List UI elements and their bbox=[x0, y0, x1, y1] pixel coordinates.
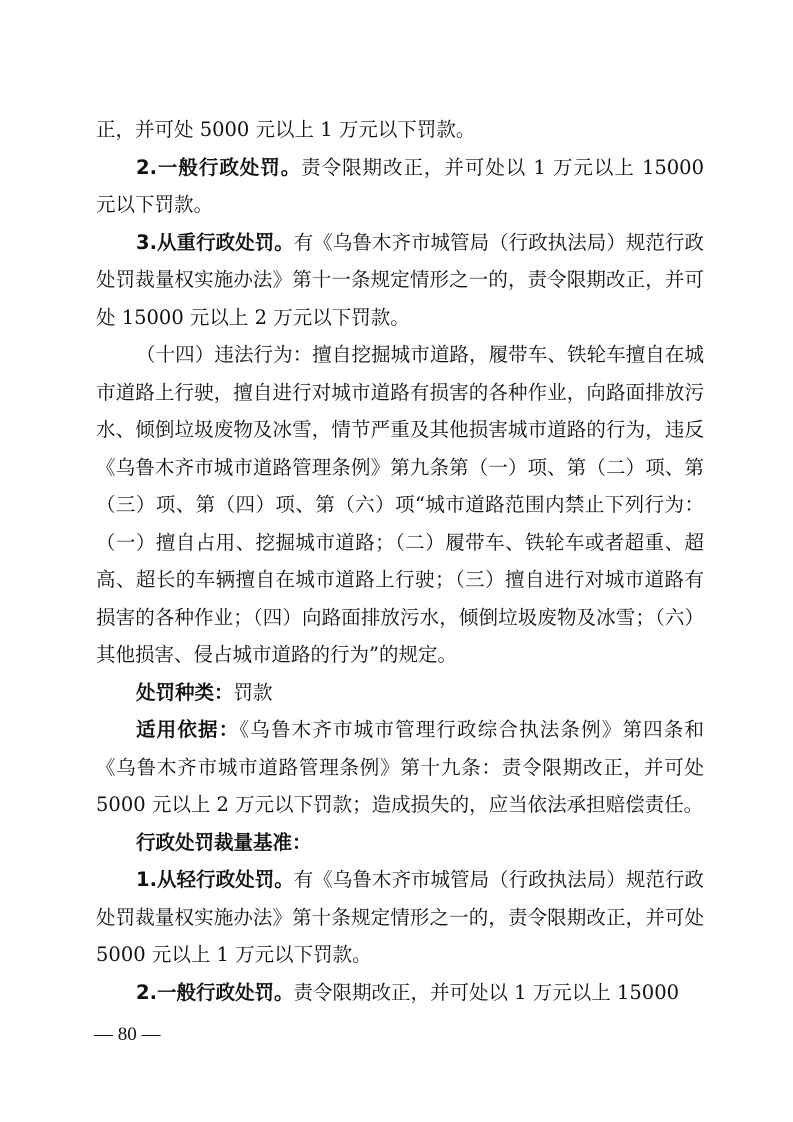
paragraph-5 bbox=[96, 674, 704, 712]
paragraph-lead: 行政处罚裁量基准： bbox=[136, 830, 312, 854]
paragraph-text: 罚款 bbox=[233, 680, 273, 704]
paragraph-lead: 3.从重行政处罚。 bbox=[136, 230, 294, 254]
paragraph-text: 《乌鲁木齐市城市管理行政综合执法条例》第四条和《乌鲁木齐市城市道路管理条例》第十九条：责令限期改正，并可处 5000 元以上 2 万元以下罚款；造成损失的，应当依法承担赔偿责任。 bbox=[96, 718, 704, 816]
paragraph-lead: 2.一般行政处罚。 bbox=[136, 980, 294, 1004]
paragraph-text: 正，并可处 5000 元以上 1 万元以下罚款。 bbox=[96, 118, 476, 141]
paragraph-9 bbox=[96, 974, 704, 1012]
paragraph-3 bbox=[96, 224, 704, 337]
paragraph-4 bbox=[96, 336, 704, 674]
paragraph-8 bbox=[96, 861, 704, 974]
document-body bbox=[96, 111, 704, 1011]
paragraph-1 bbox=[96, 111, 704, 149]
paragraph-text: 责令限期改正，并可处以 1 万元以上 15000 元以下罚款。 bbox=[96, 155, 704, 216]
paragraph-7 bbox=[96, 824, 704, 862]
paragraph-text: （十四）违法行为：擅自挖掘城市道路，履带车、铁轮车擅自在城市道路上行驶，擅自进行对城市道路有损害的各种作业，向路面排放污水、倾倒垃圾废物及冰雪，情节严重及其他损害城市道路的行为，违反《乌鲁木齐市城市道路管理条例》第九条第（一）项、第（二）项、第（三）项、第（四）项、第（六）项“城市道路范围内禁止下列行为：（一）擅自占用、挖掘城市道路；（二）履带车、铁轮车或者超重、超高、超长的车辆擅自在城市道路上行驶；（三）擅自进行对城市道路有损害的各种作业；（四）向路面排放污水，倾倒垃圾废物及冰雪；（六）其他损害、侵占城市道路的行为”的规定。 bbox=[96, 343, 704, 666]
paragraph-text: 责令限期改正，并可处以 1 万元以上 15000 bbox=[293, 980, 680, 1004]
paragraph-lead: 2.一般行政处罚。 bbox=[136, 155, 302, 179]
paragraph-2 bbox=[96, 149, 704, 224]
paragraph-lead: 1.从轻行政处罚。 bbox=[136, 868, 294, 891]
paragraph-text: 有《乌鲁木齐市城管局（行政执法局）规范行政处罚裁量权实施办法》第十一条规定情形之一的，责令限期改正，并可处 15000 元以上 2 万元以下罚款。 bbox=[96, 230, 704, 329]
paragraph-text: 有《乌鲁木齐市城管局（行政执法局）规范行政处罚裁量权实施办法》第十条规定情形之一的，责令限期改正，并可处 5000 元以上 1 万元以下罚款。 bbox=[96, 868, 704, 966]
page-number: — 80 — bbox=[94, 1024, 161, 1045]
paragraph-lead: 适用依据： bbox=[136, 718, 240, 741]
paragraph-lead: 处罚种类： bbox=[136, 680, 234, 704]
paragraph-6 bbox=[96, 711, 704, 824]
